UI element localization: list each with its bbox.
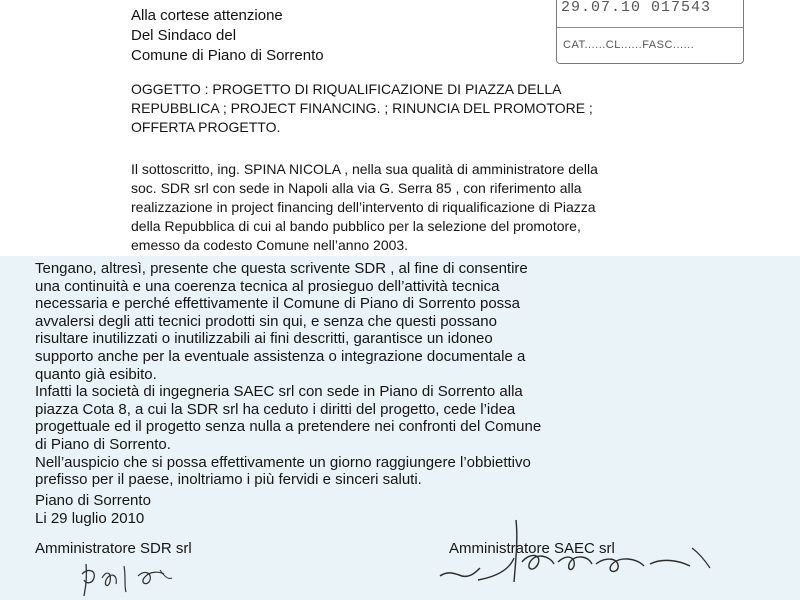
recipient-line: Comune di Piano di Sorrento bbox=[131, 47, 324, 64]
body-line: risultare inutilizzati o inutilizzabili ai fini descritti, garantisce un idoneo bbox=[35, 330, 493, 348]
intro-line: Il sottoscritto, ing. SPINA NICOLA , nella sua qualità di amministratore della bbox=[131, 161, 598, 177]
signature-saec-handwritten bbox=[430, 518, 730, 598]
intro-line: emesso da codesto Comune nell’anno 2003. bbox=[131, 237, 409, 253]
intro-line: della Repubblica di cui al bando pubblico per la selezione del promotore, bbox=[131, 218, 581, 234]
body-line: Nell’auspicio che si possa effettivamente un giorno raggiungere l’obbiettivo bbox=[35, 453, 531, 471]
signature-label-saec: Amministratore SAEC srl bbox=[449, 540, 615, 557]
body-paragraph bbox=[35, 260, 785, 489]
body-line: Tengano, altresì, presente che questa scrivente SDR , al fine di consentire bbox=[35, 260, 528, 277]
body-line: Infatti la società di ingegneria SAEC srl con sede in Piano di Sorrento alla bbox=[35, 383, 523, 401]
intro-line: soc. SDR srl con sede in Napoli alla via G. Serra 85 , con riferimento alla bbox=[131, 180, 582, 196]
intro-paragraph bbox=[131, 160, 731, 255]
body-line: una continuità e una coerenza tecnica al prosieguo dell’attività tecnica bbox=[35, 277, 500, 295]
recipient-address bbox=[131, 6, 324, 66]
protocol-stamp bbox=[556, 0, 744, 64]
body-line: quanto già esibito. bbox=[35, 365, 157, 383]
subject-line: OFFERTA PROGETTO. bbox=[131, 119, 281, 135]
subject-line: OGGETTO : PROGETTO DI RIQUALIFICAZIONE DI PIAZZA DELLA bbox=[131, 81, 562, 97]
closing-block bbox=[35, 492, 151, 528]
subject-block bbox=[131, 80, 721, 137]
intro-line: realizzazione in project financing dell’intervento di riqualificazione di Piazza bbox=[131, 199, 596, 215]
signature-sdr-handwritten bbox=[60, 556, 200, 600]
subject-line: REPUBBLICA ; PROJECT FINANCING. ; RINUNCIA DEL PROMOTORE ; bbox=[131, 100, 593, 116]
body-line: avvalersi degli atti tecnici prodotti sin qui, e senza che questi possano bbox=[35, 312, 497, 330]
recipient-line: Del Sindaco del bbox=[131, 27, 237, 44]
closing-place: Piano di Sorrento bbox=[35, 492, 151, 509]
letter-bottom-section bbox=[0, 256, 800, 600]
closing-date: Li 29 luglio 2010 bbox=[35, 510, 145, 527]
protocol-classification: CAT......CL......FASC...... bbox=[563, 39, 695, 51]
body-line: progettuale ed il progetto senza nulla a pretendere nei confronti del Comune bbox=[35, 418, 542, 436]
stamp-divider bbox=[557, 27, 743, 28]
letter-top-section bbox=[0, 0, 800, 256]
body-line: di Piano di Sorrento. bbox=[35, 435, 171, 453]
signature-label-sdr: Amministratore SDR srl bbox=[35, 540, 192, 557]
body-line: piazza Cota 8, a cui la SDR srl ha ceduto i diritti del progetto, cede l’idea bbox=[35, 400, 516, 418]
recipient-line: Alla cortese attenzione bbox=[131, 7, 283, 24]
body-line: necessaria e perché effettivamente il Comune di Piano di Sorrento possa bbox=[35, 295, 521, 313]
body-line: supporto anche per la eventuale assistenza o integrazione documentale a bbox=[35, 347, 526, 365]
protocol-number: 29.07.10 017543 bbox=[561, 0, 712, 16]
body-line: prefisso per il paese, inoltriamo i più fervidi e sinceri saluti. bbox=[35, 471, 422, 489]
